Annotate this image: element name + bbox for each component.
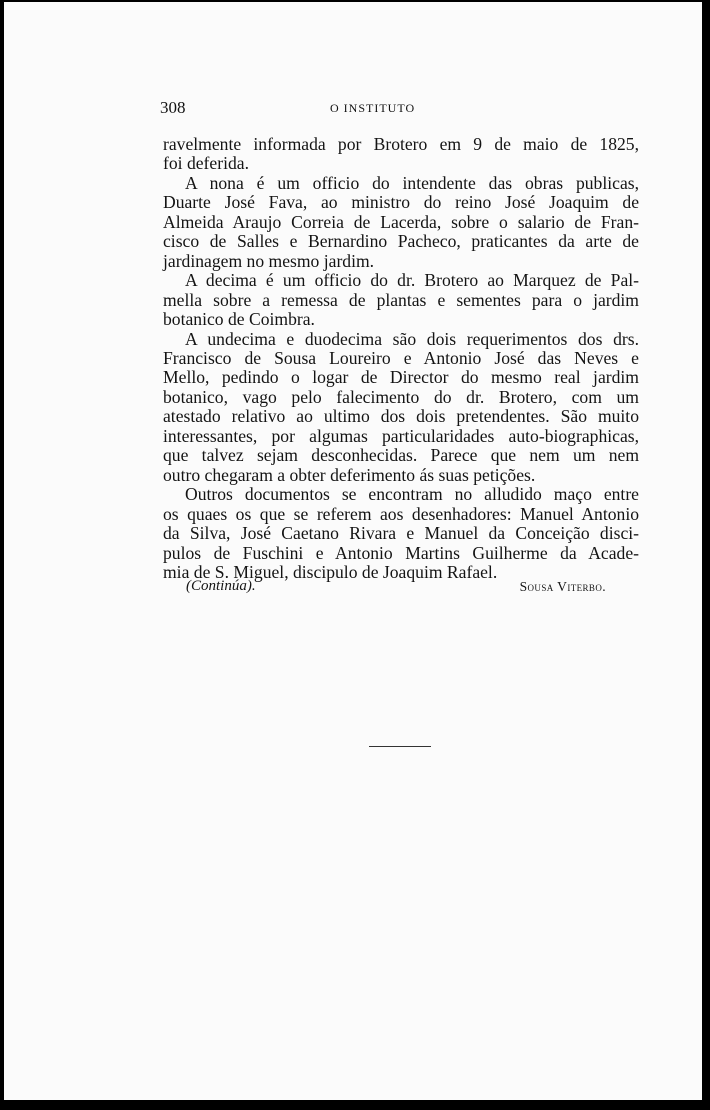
text-line: que talvez sejam desconhecidas. Parece que nem um nem <box>163 445 639 466</box>
paragraph <box>163 135 639 174</box>
text-line: botanico, vago pelo falecimento do dr. Brotero, com um <box>163 386 639 407</box>
text-line: mia de S. Miguel, discipulo de Joaquim Rafael. <box>163 561 498 582</box>
running-head <box>160 98 638 118</box>
text-line: Duarte José Fava, ao ministro do reino José Joaquim de <box>163 192 639 213</box>
scan-border-bottom <box>0 1100 710 1110</box>
paragraph <box>163 174 639 271</box>
text-line: cisco de Salles e Bernardino Pacheco, praticantes da arte de <box>163 231 639 252</box>
section-divider <box>369 746 431 747</box>
text-line: os quaes os que se referem aos desenhadores: Manuel Antonio <box>163 503 639 524</box>
page-number: 308 <box>160 98 186 117</box>
text-line: Outros documentos se encontram no alludido maço entre <box>185 484 639 505</box>
text-line: A nona é um officio do intendente das obras publicas, <box>185 172 639 193</box>
scan-border-right <box>702 0 710 1110</box>
text-line: atestado relativo ao ultimo dos dois pretendentes. São muito <box>163 406 639 427</box>
text-line: jardinagem no mesmo jardim. <box>163 250 375 271</box>
journal-title: O INSTITUTO <box>330 101 416 115</box>
author-signature: Sousa Viterbo. <box>519 579 606 594</box>
text-line: pulos de Fuschini e Antonio Martins Guilherme da Acade- <box>163 542 639 563</box>
text-line: Almeida Araujo Correia de Lacerda, sobre o salario de Fran- <box>163 211 639 232</box>
text-line: Mello, pedindo o logar de Director do mesmo real jardim <box>163 367 639 388</box>
signature-row <box>186 578 606 598</box>
text-line: botanico de Coimbra. <box>163 309 315 330</box>
text-line: outro chegaram a obter deferimento ás suas petições. <box>163 464 536 485</box>
paragraph <box>163 330 639 486</box>
article-body <box>163 135 639 582</box>
text-line: interessantes, por algumas particularidades auto-biographicas, <box>163 425 639 446</box>
text-line: da Silva, José Caetano Rivara e Manuel da Conceição disci- <box>163 523 639 544</box>
text-line: mella sobre a remessa de plantas e sementes para o jardim <box>163 289 639 310</box>
text-line: foi deferida. <box>163 153 249 174</box>
paragraph <box>163 485 639 582</box>
text-line: Francisco de Sousa Loureiro e Antonio José das Neves e <box>163 347 639 368</box>
paragraph <box>163 271 639 329</box>
text-line: A decima é um officio do dr. Brotero ao Marquez de Pal- <box>185 270 639 291</box>
continued-note: (Continúa). <box>186 578 256 594</box>
text-line: A undecima e duodecima são dois requerimentos dos drs. <box>185 328 639 349</box>
text-line: ravelmente informada por Brotero em 9 de maio de 1825, <box>163 134 639 154</box>
